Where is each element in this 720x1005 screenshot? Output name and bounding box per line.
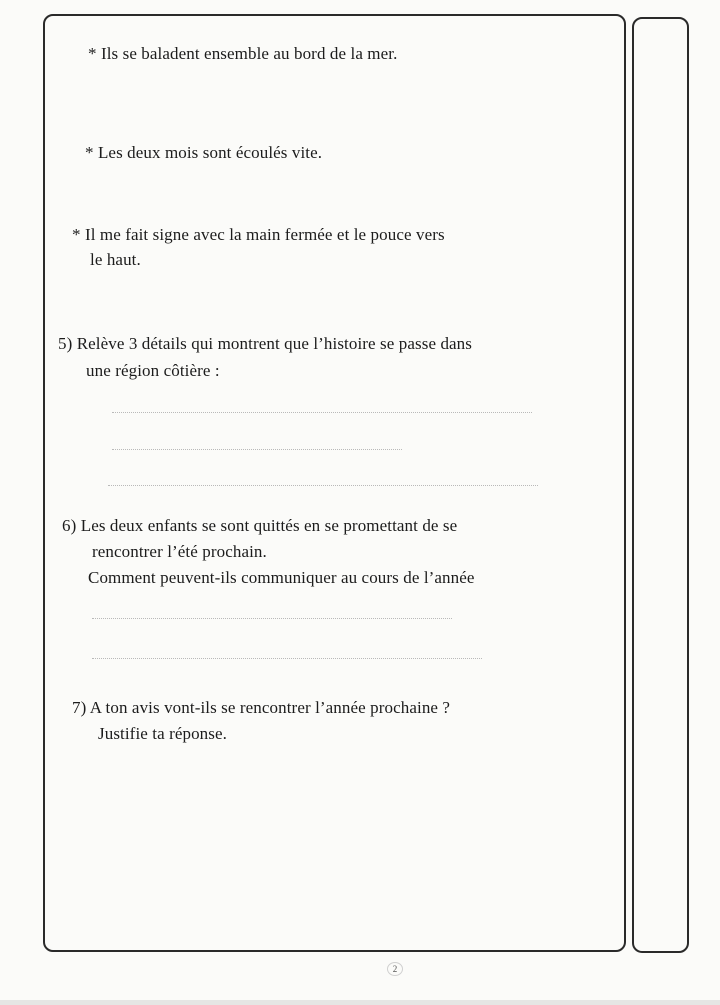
question-7-line2: Justifie ta réponse. [98, 724, 227, 743]
statement-2: * Les deux mois sont écoulés vite. [85, 143, 323, 162]
statement-1: * Ils se baladent ensemble au bord de la mer. [88, 44, 398, 63]
question-5-line2: une région côtière : [86, 361, 220, 380]
statement-3-line1: * Il me fait signe avec la main fermée et le pouce vers [72, 225, 445, 244]
statement-3-line2: le haut. [90, 250, 141, 269]
answer-line-5b[interactable] [112, 449, 402, 450]
answer-line-5a[interactable] [112, 412, 532, 413]
bottom-strip [0, 1000, 720, 1005]
answer-line-6a[interactable] [92, 618, 452, 619]
page-number: 2 [383, 958, 407, 980]
answer-line-5c[interactable] [108, 485, 538, 486]
question-6-line2: rencontrer l’été prochain. [92, 542, 267, 561]
margin-column-frame [632, 17, 689, 953]
answer-line-6b[interactable] [92, 658, 482, 659]
question-5-line1: 5) Relève 3 détails qui montrent que l’histoire se passe dans [58, 334, 472, 353]
question-6-line3: Comment peuvent-ils communiquer au cours de l’année [88, 568, 475, 587]
question-6-line1: 6) Les deux enfants se sont quittés en se promettant de se [62, 516, 458, 535]
question-7-line1: 7) A ton avis vont-ils se rencontrer l’année prochaine ? [72, 698, 451, 717]
